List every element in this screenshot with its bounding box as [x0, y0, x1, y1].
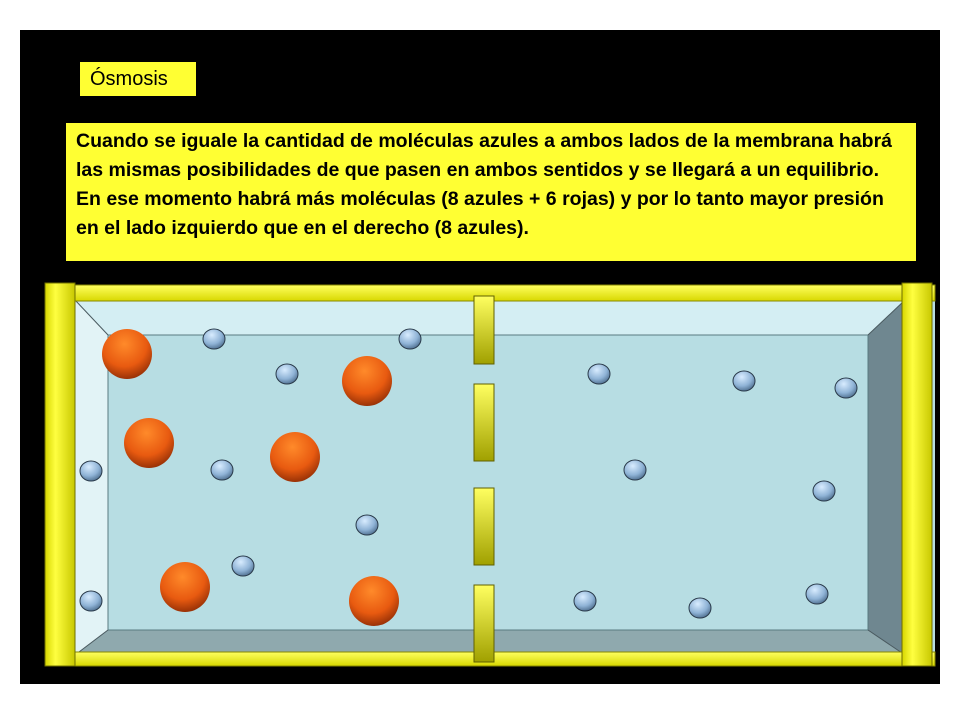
blue-molecule: [733, 371, 755, 391]
blue-molecule: [80, 591, 102, 611]
blue-molecule: [232, 556, 254, 576]
membrane-segment: [474, 488, 494, 565]
blue-molecule: [806, 584, 828, 604]
red-molecule: [349, 576, 399, 626]
blue-molecule: [624, 460, 646, 480]
blue-molecule: [588, 364, 610, 384]
description-text: Cuando se iguale la cantidad de moléculas azules a ambos lados de la membrana habrá las mismas posibilidades de que pasen en ambos sentidos y se llegará a un equilibrio. En ese momento habrá más moléculas (8 azules + 6 rojas) y por lo tanto mayor presión en el lado izquierdo que en el derecho (8 azules).: [66, 123, 916, 261]
blue-molecule: [80, 461, 102, 481]
membrane-segment: [474, 296, 494, 364]
blue-molecule: [835, 378, 857, 398]
blue-molecule: [689, 598, 711, 618]
red-molecule: [102, 329, 152, 379]
red-molecule: [160, 562, 210, 612]
blue-molecule: [813, 481, 835, 501]
red-molecule: [270, 432, 320, 482]
blue-molecule: [574, 591, 596, 611]
slide-title: Ósmosis: [80, 62, 196, 96]
blue-molecule: [211, 460, 233, 480]
blue-molecule: [276, 364, 298, 384]
red-molecule: [124, 418, 174, 468]
frame-left-post: [45, 283, 75, 666]
red-molecule: [342, 356, 392, 406]
membrane-segment: [474, 384, 494, 461]
tank-right-wall: [868, 300, 905, 655]
blue-molecule: [203, 329, 225, 349]
blue-molecule: [356, 515, 378, 535]
frame-right-post: [902, 283, 932, 666]
membrane-segment: [474, 585, 494, 662]
blue-molecule: [399, 329, 421, 349]
